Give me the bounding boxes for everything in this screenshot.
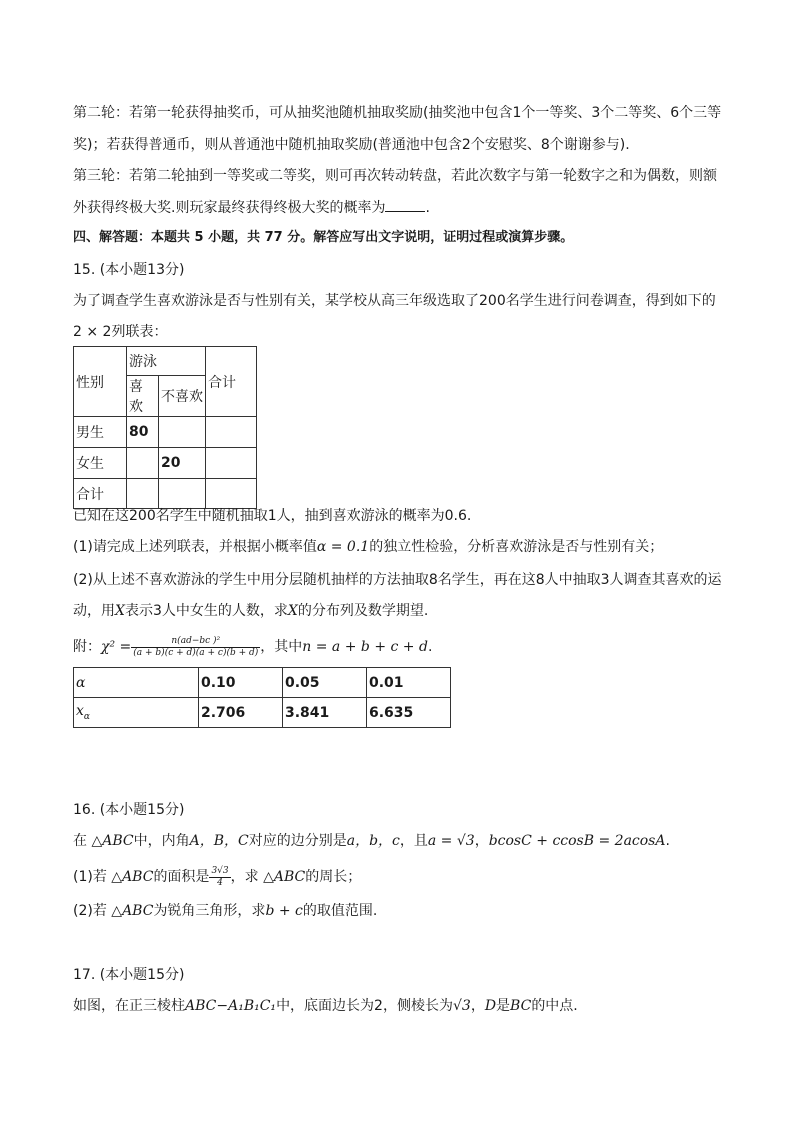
q16-angles: A，B，C xyxy=(189,833,249,849)
q15-intro1: 为了调查学生喜欢游泳是否与性别有关，某学校从高三年级选取了200名学生进行问卷调查，得到如下的 xyxy=(73,293,716,309)
contingency-table xyxy=(73,346,257,509)
header-dislike: 不喜欢 xyxy=(159,376,206,417)
q15-var-x2: X xyxy=(287,603,298,619)
q16-p1-abc2: ABC xyxy=(273,869,306,885)
q16-p2-abc: ABC xyxy=(122,903,154,919)
q15-part2-a: 动，用 xyxy=(73,603,115,619)
round3-line1: 第三轮：若第二轮抽到一等奖或二等奖，则可再次转动转盘，若此次数字与第一轮数字之和为偶数，则额 xyxy=(73,168,717,184)
chi-end: . xyxy=(427,639,433,655)
q16-title: 16. (本小题15分) xyxy=(73,802,185,818)
header-gender: 性别 xyxy=(74,347,127,417)
q16-p2-c: 的取值范围. xyxy=(302,903,378,919)
q16-p1-abc: ABC xyxy=(122,869,154,885)
q15-intro2 xyxy=(73,322,167,342)
crit-row2-label xyxy=(74,698,199,728)
q15-var-x1: X xyxy=(115,603,125,619)
cell-male-total xyxy=(206,417,257,448)
q15-alpha-eq: α = 0.1 xyxy=(316,539,370,555)
q16-p1-c: ，求 △ xyxy=(230,869,274,885)
q15-table-size: 2 × 2 xyxy=(73,324,112,340)
round3-line2-end: . xyxy=(425,200,430,216)
q15-part1-b: 的独立性检验，分析喜欢游泳是否与性别有关； xyxy=(369,539,664,555)
q16-sides: a，b，c xyxy=(346,833,400,849)
q16-p2-b: 为锐角三角形，求 xyxy=(153,903,266,919)
cell-sum-total xyxy=(206,479,257,509)
header-total: 合计 xyxy=(206,347,257,417)
q17-title: 17. (本小题15分) xyxy=(73,967,185,983)
chi-square-fraction xyxy=(131,636,260,659)
q15-title: 15. (本小题13分) xyxy=(73,262,185,278)
q16-l1-e: ， xyxy=(474,833,489,849)
q17-line1 xyxy=(73,996,578,1016)
crit-value-3: 6.635 xyxy=(367,698,451,728)
chi-where: ，其中 xyxy=(260,639,303,655)
q17-segment-bc: BC xyxy=(510,998,532,1014)
q17-l1-d: 是 xyxy=(496,998,511,1014)
cell-male-like: 80 xyxy=(127,417,159,448)
row-male: 男生 xyxy=(74,417,127,448)
crit-value-1: 2.706 xyxy=(199,698,283,728)
crit-value-2: 3.841 xyxy=(283,698,367,728)
q16-eq-a: a = √3 xyxy=(427,833,475,849)
q16-line1 xyxy=(73,831,670,851)
q15-part2-c: 的分布列及数学期望. xyxy=(297,603,429,619)
round2-line1: 第二轮：若第一轮获得抽奖币，可从抽奖池随机抽取奖励(抽奖池中包含1个一等奖、3个二等奖、6个三等 xyxy=(73,105,722,121)
q17-l1-e: 的中点. xyxy=(531,998,578,1014)
chi-n-def: n = a + b + c + d xyxy=(302,639,428,655)
q15-known: 已知在这200名学生中随机抽取1人，抽到喜欢游泳的概率为0.6. xyxy=(73,508,472,524)
q16-p1-a: (1)若 △ xyxy=(73,869,123,885)
chi-square-lhs: χ² = xyxy=(101,639,132,655)
round2-line2: 奖)；若获得普通币，则从普通池中随机抽取奖励(普通池中包含2个安慰奖、8个谢谢参与). xyxy=(73,137,630,153)
crit-x-sub: α xyxy=(83,711,90,722)
q17-prism: ABC−A₁B₁C₁ xyxy=(185,998,277,1014)
cell-male-dislike xyxy=(159,417,206,448)
header-swim: 游泳 xyxy=(127,347,206,376)
answer-blank xyxy=(385,197,425,212)
cell-sum-dislike xyxy=(159,479,206,509)
crit-alpha-3: 0.01 xyxy=(367,668,451,698)
q16-l1-f: . xyxy=(665,833,670,849)
area-fraction xyxy=(209,866,230,889)
q15-part1-a: (1)请完成上述列联表，并根据小概率值 xyxy=(73,539,317,555)
q16-l1-c: 对应的边分别是 xyxy=(248,833,347,849)
chi-denominator: (a + b)(c + d)(a + c)(b + d) xyxy=(133,647,259,658)
q17-l1-c: ， xyxy=(470,998,485,1014)
appendix-label: 附： xyxy=(73,639,101,655)
cell-female-like xyxy=(127,448,159,479)
q16-triangle-abc: ABC xyxy=(102,833,134,849)
q16-part1 xyxy=(73,864,361,890)
crit-row1-label: α xyxy=(74,668,199,698)
area-denominator: 4 xyxy=(217,877,223,888)
q16-p1-d: 的周长； xyxy=(305,869,362,885)
area-numerator: 3√3 xyxy=(211,865,229,876)
q16-p1-b: 的面积是 xyxy=(153,869,210,885)
q15-part2-line2 xyxy=(73,601,428,621)
q15-part2-b: 表示3人中女生的人数，求 xyxy=(124,603,288,619)
q15-appendix xyxy=(73,634,432,660)
section4-heading: 四、解答题：本题共 5 小题，共 77 分。解答应写出文字说明，证明过程或演算步骤。 xyxy=(73,230,574,245)
row-female: 女生 xyxy=(74,448,127,479)
crit-alpha-2: 0.05 xyxy=(283,668,367,698)
q16-l1-b: 中，内角 xyxy=(133,833,190,849)
crit-x-label: x xyxy=(76,703,84,720)
q17-l1-b: 中，底面边长为2，侧棱长为 xyxy=(276,998,453,1014)
q16-l1-d: ，且 xyxy=(399,833,428,849)
q15-intro2-text: 列联表： xyxy=(111,324,168,340)
chi-numerator: n(ad−bc )² xyxy=(131,636,260,648)
row-sum: 合计 xyxy=(74,479,127,509)
q16-part2 xyxy=(73,901,377,921)
cell-female-total xyxy=(206,448,257,479)
q17-l1-a: 如图，在正三棱柱 xyxy=(73,998,185,1014)
q16-eq-projection: bcosC + ccosB = 2acosA xyxy=(488,833,666,849)
cell-female-dislike: 20 xyxy=(159,448,206,479)
header-like: 喜欢 xyxy=(127,376,159,417)
q16-p2-a: (2)若 △ xyxy=(73,903,123,919)
round3-line2 xyxy=(73,197,430,218)
q17-point-d: D xyxy=(484,998,497,1014)
cell-sum-like xyxy=(127,479,159,509)
q16-p2-expr: b + c xyxy=(265,903,303,919)
crit-alpha-1: 0.10 xyxy=(199,668,283,698)
q15-part1 xyxy=(73,537,663,557)
q17-sqrt3: √3 xyxy=(452,998,471,1014)
q15-part2-line1: (2)从上述不喜欢游泳的学生中用分层随机抽样的方法抽取8名学生，再在这8人中抽取3人调查其喜欢的运 xyxy=(73,572,722,588)
critical-value-table xyxy=(73,667,451,728)
round3-line2-text: 外获得终极大奖.则玩家最终获得终极大奖的概率为 xyxy=(73,200,386,216)
q16-l1-a: 在 △ xyxy=(73,833,103,849)
